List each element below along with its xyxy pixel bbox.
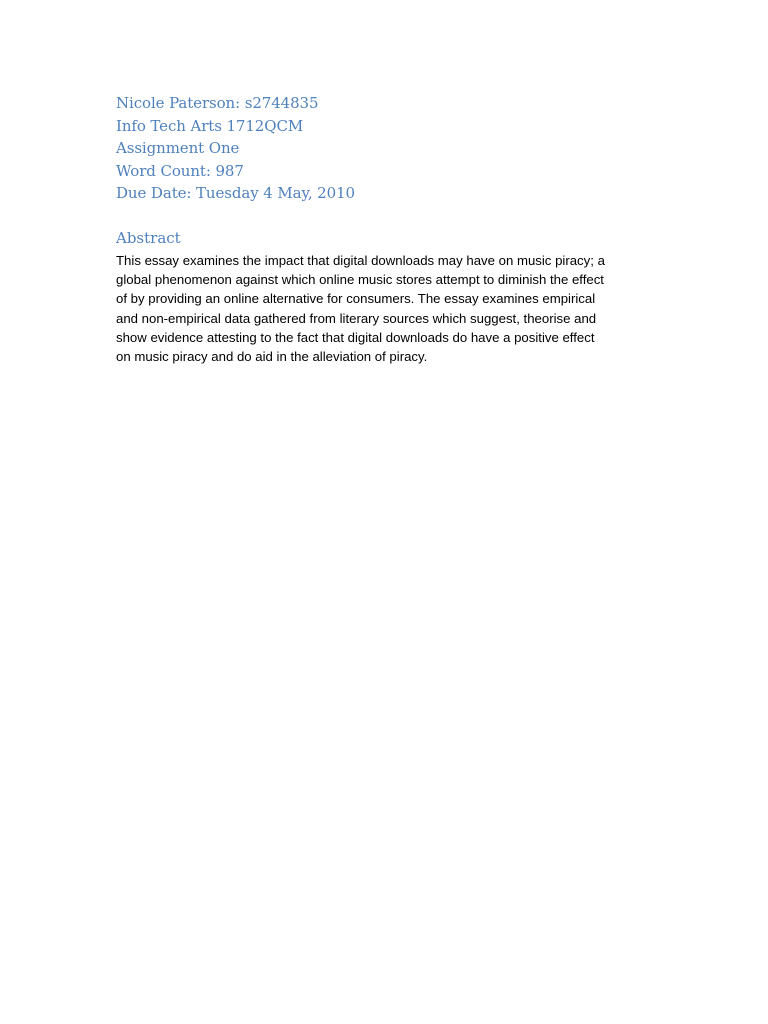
author-line: Nicole Paterson: s2744835 [116,94,319,112]
due-date-line: Due Date: Tuesday 4 May, 2010 [116,184,355,203]
word-count-line: Word Count: 987 [116,161,244,180]
abstract-line: and non-empirical data gathered from literary sources which suggest, theorise and [116,310,597,326]
course-line: Info Tech Arts 1712QCM [116,116,304,135]
abstract-line: on music piracy and do aid in the alleviation of piracy. [116,349,428,365]
abstract-line: of by providing an online alternative for consumers. The essay examines empirical [116,291,596,307]
assignment-line: Assignment One [116,139,240,158]
abstract-line: This essay examines the impact that digital downloads may have on music piracy; a [116,253,605,268]
abstract-line: global phenomenon against which online music stores attempt to diminish the effect [116,272,604,288]
document-header [116,92,676,205]
abstract-paragraph [116,251,656,366]
abstract-heading: Abstract [116,229,181,247]
abstract-line: show evidence attesting to the fact that digital downloads do have a positive effect [116,329,595,345]
